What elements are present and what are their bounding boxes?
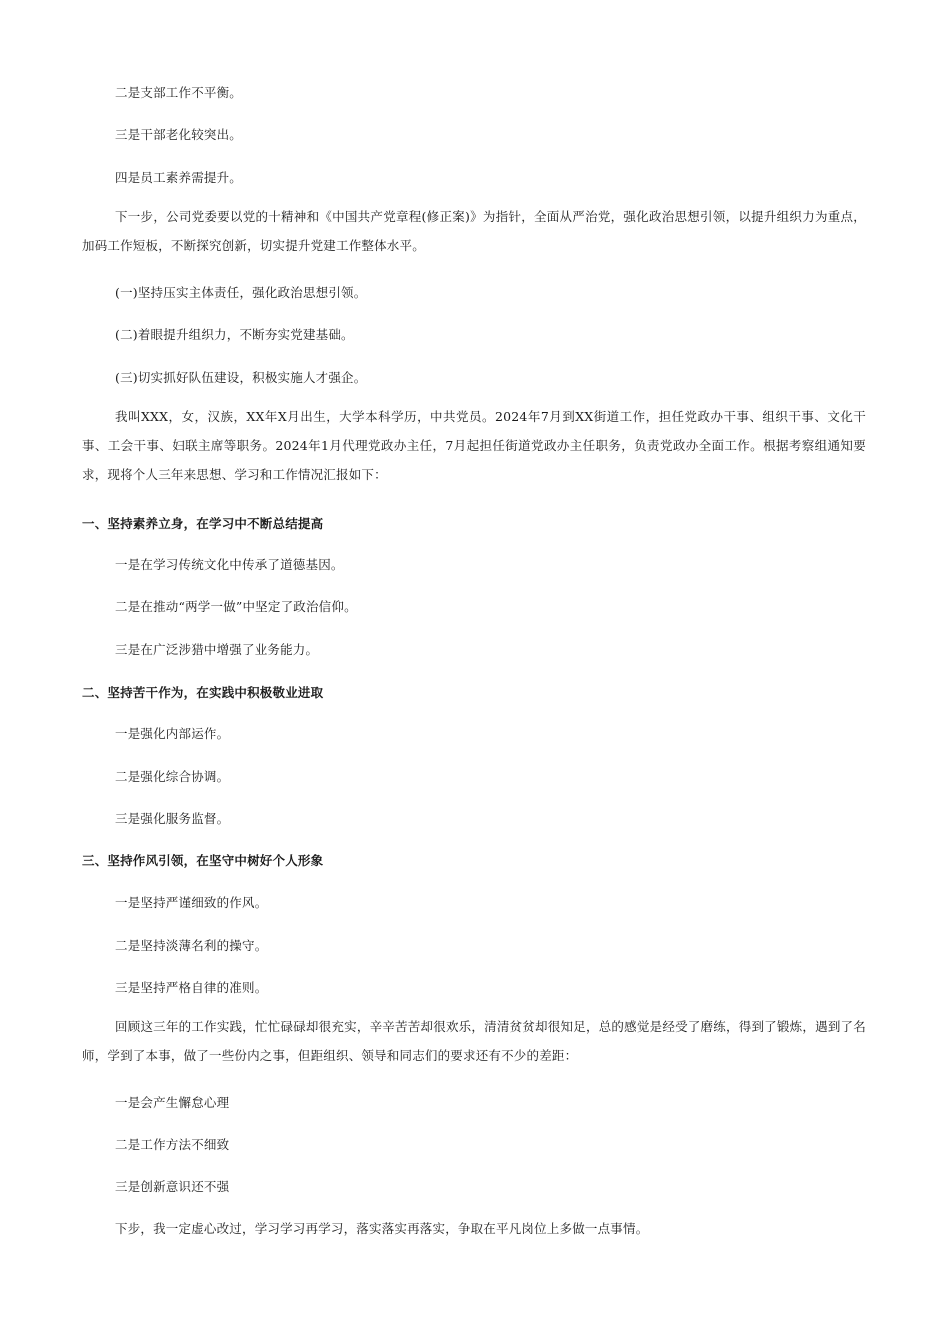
section-heading-1: 一、坚持素养立身，在学习中不断总结提高: [82, 516, 324, 531]
paragraph-review: 回顾这三年的工作实践，忙忙碌碌却很充实，辛辛苦苦却很欢乐，清清贫贫却很知足，总的感觉是经受了磨练，得到了锻炼，遇到了名师，学到了本事，做了一些份内之事，但距组织、领导和同志们的要求还有不少的差距：: [82, 1019, 866, 1063]
paragraph-cadre-aging: 三是干部老化较突出。: [115, 127, 243, 142]
paragraph-practice-2: 二是强化综合协调。: [115, 769, 230, 784]
paragraph-style-2: 二是坚持淡薄名利的操守。: [115, 938, 268, 953]
paragraph-practice-3: 三是强化服务监督。: [115, 811, 230, 826]
paragraph-style-3: 三是坚持严格自律的准则。: [115, 980, 268, 995]
paragraph-style-1: 一是坚持严谨细致的作风。: [115, 895, 268, 910]
paragraph-item-3: (三)切实抓好队伍建设，积极实施人才强企。: [115, 370, 367, 385]
paragraph-practice-1: 一是强化内部运作。: [115, 726, 230, 741]
section-heading-3: 三、坚持作风引领，在坚守中树好个人形象: [82, 853, 324, 868]
paragraph-next-steps: 下一步，公司党委要以党的十精神和《中国共产党章程(修正案)》为指针，全面从严治党，强化政治思想引领，以提升组织力为重点，加码工作短板，不断探究创新，切实提升党建工作整体水平。: [82, 209, 866, 253]
paragraph-study-2: 二是在推动“两学一做”中坚定了政治信仰。: [115, 599, 357, 614]
paragraph-self-intro: 我叫XXX，女，汉族，XX年X月出生，大学本科学历，中共党员。2024年7月到XX街道工作，担任党政办干事、组织干事、文化干事、工会干事、妇联主席等职务。2024年1月代理党政办主任，7月起担任街道党政办主任职务，负责党政办全面工作。根据考察组通知要求，现将个人三年来思想、学习和工作情况汇报如下：: [82, 409, 866, 482]
paragraph-item-1: (一)坚持压实主体责任，强化政治思想引领。: [115, 285, 367, 300]
paragraph-gap-3: 三是创新意识还不强: [115, 1179, 230, 1194]
paragraph-study-1: 一是在学习传统文化中传承了道德基因。: [115, 557, 344, 572]
paragraph-gap-2: 二是工作方法不细致: [115, 1137, 230, 1152]
section-heading-2: 二、坚持苦干作为，在实践中积极敬业进取: [82, 685, 324, 700]
paragraph-study-3: 三是在广泛涉猎中增强了业务能力。: [115, 642, 319, 657]
paragraph-branch-imbalance: 二是支部工作不平衡。: [115, 85, 243, 100]
paragraph-item-2: (二)着眼提升组织力，不断夯实党建基础。: [115, 327, 354, 342]
paragraph-closing: 下步，我一定虚心改过，学习学习再学习，落实落实再落实，争取在平凡岗位上多做一点事情。: [115, 1221, 649, 1236]
paragraph-gap-1: 一是会产生懈怠心理: [115, 1095, 230, 1110]
paragraph-staff-quality: 四是员工素养需提升。: [115, 170, 243, 185]
